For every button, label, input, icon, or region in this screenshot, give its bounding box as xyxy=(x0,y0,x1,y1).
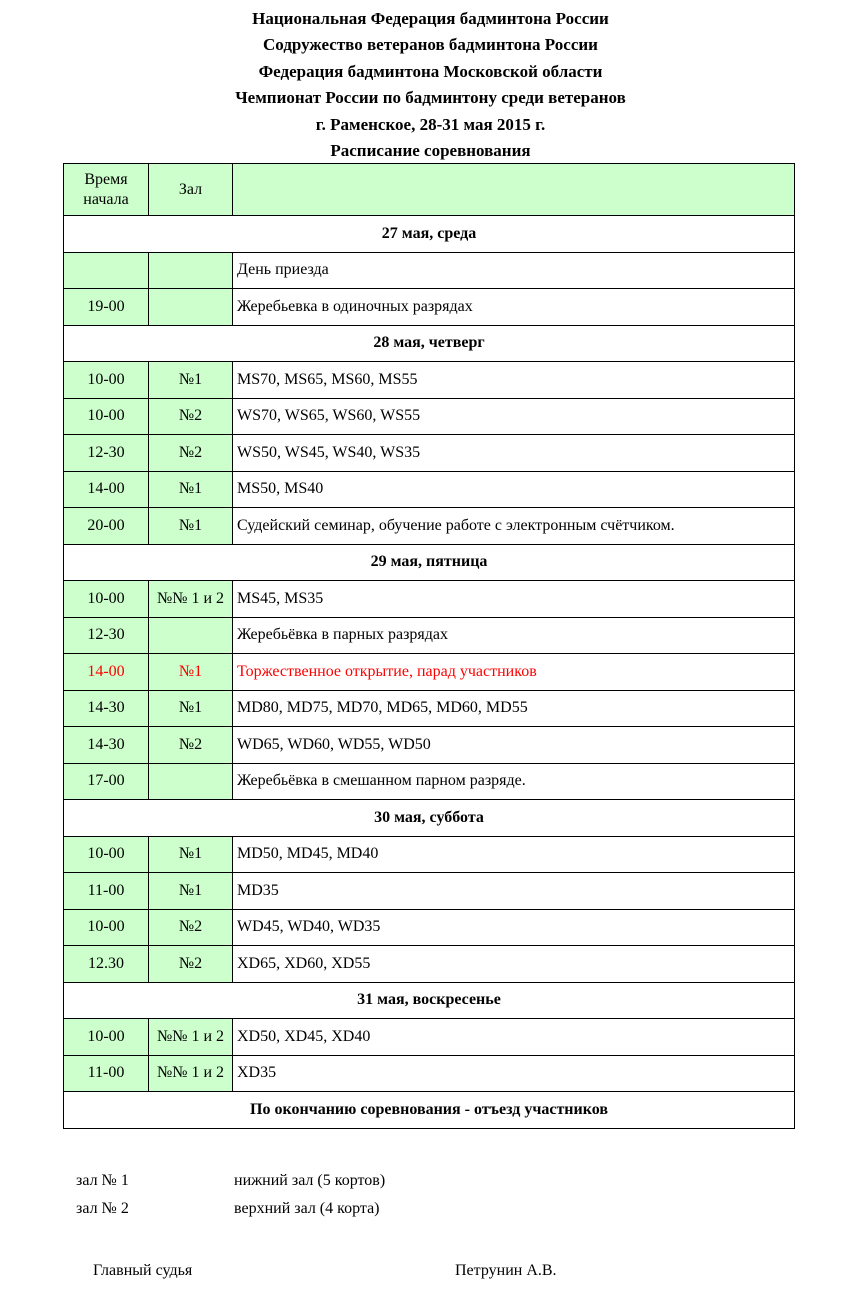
day-label: 30 мая, суббота xyxy=(64,800,795,837)
table-row xyxy=(64,581,795,618)
header-line-veterans: Содружество ветеранов бадминтона России xyxy=(263,35,598,55)
hall-cell: №2 xyxy=(149,909,233,946)
signature-role: Главный судья xyxy=(93,1262,193,1279)
header-line-championship: Чемпионат России по бадминтону среди ветеранов xyxy=(235,88,626,108)
hall-cell: №2 xyxy=(149,727,233,764)
time-cell: 14-30 xyxy=(64,690,149,727)
event-cell: MS70, MS65, MS60, MS55 xyxy=(233,362,795,399)
table-row xyxy=(64,654,795,691)
day-header-row xyxy=(64,982,795,1019)
table-row xyxy=(64,727,795,764)
document-header xyxy=(0,6,861,164)
hall-cell xyxy=(149,252,233,289)
signature-name: Петрунин А.В. xyxy=(455,1262,557,1279)
day-header-row xyxy=(64,1092,795,1129)
day-header-row xyxy=(64,544,795,581)
event-cell: Судейский семинар, обучение работе с электронным счётчиком. xyxy=(233,508,795,545)
header-start-time-line1: Время xyxy=(84,170,128,188)
table-header-row xyxy=(64,164,795,216)
time-cell: 11-00 xyxy=(64,873,149,910)
table-row xyxy=(64,763,795,800)
event-cell: XD35 xyxy=(233,1055,795,1092)
time-cell: 12-30 xyxy=(64,435,149,472)
event-cell: Жеребьёвка в парных разрядах xyxy=(233,617,795,654)
table-row xyxy=(64,252,795,289)
hall-cell: №1 xyxy=(149,362,233,399)
hall-cell: №2 xyxy=(149,946,233,983)
table-row xyxy=(64,508,795,545)
table-row xyxy=(64,617,795,654)
header-hall: Зал xyxy=(149,164,233,216)
event-cell: MD80, MD75, MD70, MD65, MD60, MD55 xyxy=(233,690,795,727)
hall-cell: №1 xyxy=(149,471,233,508)
time-cell: 14-00 xyxy=(64,654,149,691)
hall-cell: №№ 1 и 2 xyxy=(149,1019,233,1056)
hall-cell: №№ 1 и 2 xyxy=(149,1055,233,1092)
page-title: Расписание соревнования xyxy=(330,141,531,161)
event-cell: День приезда xyxy=(233,252,795,289)
time-cell: 10-00 xyxy=(64,398,149,435)
time-cell: 12.30 xyxy=(64,946,149,983)
table-row xyxy=(64,1019,795,1056)
hall-cell: №2 xyxy=(149,435,233,472)
time-cell: 10-00 xyxy=(64,581,149,618)
event-cell: Жеребьёвка в смешанном парном разряде. xyxy=(233,763,795,800)
table-row xyxy=(64,289,795,326)
table-row xyxy=(64,1055,795,1092)
table-row xyxy=(64,435,795,472)
day-header-row xyxy=(64,800,795,837)
day-label: 29 мая, пятница xyxy=(64,544,795,581)
time-cell: 14-30 xyxy=(64,727,149,764)
time-cell: 20-00 xyxy=(64,508,149,545)
hall-cell: №1 xyxy=(149,654,233,691)
day-label: По окончанию соревнования - отъезд участников xyxy=(64,1092,795,1129)
table-row xyxy=(64,362,795,399)
event-cell: WD65, WD60, WD55, WD50 xyxy=(233,727,795,764)
event-cell: Жеребьевка в одиночных разрядах xyxy=(233,289,795,326)
event-cell: MD50, MD45, MD40 xyxy=(233,836,795,873)
day-label: 27 мая, среда xyxy=(64,216,795,253)
table-row xyxy=(64,471,795,508)
time-cell: 12-30 xyxy=(64,617,149,654)
time-cell: 19-00 xyxy=(64,289,149,326)
time-cell: 10-00 xyxy=(64,836,149,873)
time-cell: 17-00 xyxy=(64,763,149,800)
table-row xyxy=(64,873,795,910)
header-line-regional: Федерация бадминтона Московской области xyxy=(258,61,603,81)
event-cell: XD65, XD60, XD55 xyxy=(233,946,795,983)
time-cell xyxy=(64,252,149,289)
day-header-row xyxy=(64,325,795,362)
day-header-row xyxy=(64,216,795,253)
time-cell: 10-00 xyxy=(64,1019,149,1056)
hall-cell xyxy=(149,617,233,654)
schedule-table xyxy=(63,163,795,1129)
time-cell: 14-00 xyxy=(64,471,149,508)
table-row xyxy=(64,946,795,983)
hall-cell xyxy=(149,289,233,326)
hall-cell xyxy=(149,763,233,800)
hall-cell: №1 xyxy=(149,690,233,727)
time-cell: 11-00 xyxy=(64,1055,149,1092)
note-key: зал № 2 xyxy=(76,1200,129,1217)
note-value: нижний зал (5 кортов) xyxy=(234,1172,386,1189)
event-cell: MS50, MS40 xyxy=(233,471,795,508)
time-cell: 10-00 xyxy=(64,362,149,399)
table-row xyxy=(64,690,795,727)
table-row xyxy=(64,836,795,873)
header-line-federation: Национальная Федерация бадминтона России xyxy=(252,9,609,28)
day-label: 28 мая, четверг xyxy=(64,325,795,362)
event-cell: MS45, MS35 xyxy=(233,581,795,618)
event-cell: WS50, WS45, WS40, WS35 xyxy=(233,435,795,472)
event-cell: Торжественное открытие, парад участников xyxy=(233,654,795,691)
table-row xyxy=(64,398,795,435)
hall-cell: №1 xyxy=(149,873,233,910)
header-start-time-line2: начала xyxy=(83,190,129,208)
hall-cell: №1 xyxy=(149,836,233,873)
event-cell: MD35 xyxy=(233,873,795,910)
note-key: зал № 1 xyxy=(76,1172,129,1189)
header-line-place-date: г. Раменское, 28-31 мая 2015 г. xyxy=(315,114,546,134)
day-label: 31 мая, воскресенье xyxy=(64,982,795,1019)
hall-cell: №№ 1 и 2 xyxy=(149,581,233,618)
hall-cell: №1 xyxy=(149,508,233,545)
header-event xyxy=(233,164,795,216)
note-value: верхний зал (4 корта) xyxy=(234,1200,380,1217)
event-cell: WD45, WD40, WD35 xyxy=(233,909,795,946)
table-row xyxy=(64,909,795,946)
event-cell: WS70, WS65, WS60, WS55 xyxy=(233,398,795,435)
hall-cell: №2 xyxy=(149,398,233,435)
event-cell: XD50, XD45, XD40 xyxy=(233,1019,795,1056)
time-cell: 10-00 xyxy=(64,909,149,946)
header-start-time xyxy=(64,164,149,216)
